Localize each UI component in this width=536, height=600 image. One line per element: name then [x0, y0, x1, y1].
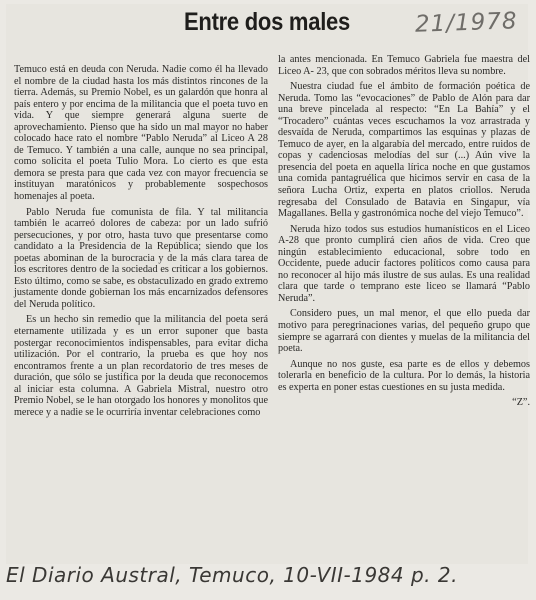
- handwritten-citation: El Diario Austral, Temuco, 10-VII-1984 p. 2.: [6, 563, 458, 587]
- archive-stamp: 21/1978: [415, 8, 519, 38]
- paragraph: Neruda hizo todos sus estudios humanísticos en el Liceo A-28 que pronto cumplirá cien años de vida. Creo que ningún establecimiento educacional, sobre todo en Occidente, puede aducir factores políticos como causa para no reconocer al hijo más ilustre de sus aulas. Es una realidad clara que tarde o temprano este liceo se llamará “Pablo Neruda”.: [278, 223, 530, 304]
- paragraph: Nuestra ciudad fue el ámbito de formación poética de Neruda. Tomo las “evocaciones” de Pablo de Alón para dar una breve pincelada al respecto: “En La Bahía” y el “Trocadero” cuántas veces escuchamos la voz arrastrada y desvaída de Neruda, compartimos las esquinas y plazas de Temuco de ayer, en la algarabía del mercado, entre ruidos de copas y cadenciosas melodías del sur (...) Aún vive la presencia del poeta en aquella lírica noche en que gustamos una comida pantagruélica que hicimos servir en casa de la señora Lucha Ortiz, experta en platos criollos. Neruda regresaba del Consulado de Batavia en Singapur, vía Magallanes. Bella y gastronómica noche del viejo Temuco”.: [278, 81, 530, 220]
- author-signature: “Z”.: [512, 397, 530, 409]
- paragraph: la antes mencionada. En Temuco Gabriela fue maestra del Liceo A- 23, que con sobrados méritos lleva su nombre.: [278, 54, 530, 77]
- paragraph: Es un hecho sin remedio que la militancia del poeta será eternamente utilizada y es un error suponer que basta postergar reconocimientos indispensables, para evitar dicha utilización. Por el contrario, la prueba es que hoy nos encontramos frente a un plan recordatorio de tres meses de duración, que sólo se justifica por la deuda que reconocemos al iniciar esta columna. A Gabriela Mistral, nuestro otro Premio Nobel, se le han otorgado los honores y monolitos que merece y a nadie se le ocurriría inventar celebraciones como: [14, 314, 268, 418]
- article-headline: Entre dos males: [183, 8, 350, 36]
- newspaper-clipping: [6, 4, 528, 564]
- paragraph: Considero pues, un mal menor, el que ello pueda dar motivo para peregrinaciones varias, del pequeño grupo que siempre se agarrará con dientes y muelas de la militancia del poeta.: [278, 308, 530, 355]
- left-column: [14, 64, 268, 422]
- paragraph: Aunque no nos guste, esa parte es de ellos y debemos tolerarla en beneficio de la cultura. Por lo demás, la historia es experta en poner estas cuestiones en su justa medida.: [278, 358, 530, 393]
- right-column: [278, 54, 530, 413]
- paragraph: Pablo Neruda fue comunista de fila. Y tal militancia también le acarreó dolores de cabeza: por un lado sufrió persecuciones, y por otro, hasta tuvo que presentarse como candidato a la Presidencia de la República; siendo que los poetas abominan de la burocracia y de la más clara tarea de los escritores dentro de la sociedad es criticar a los gobiernos. Esto último, como se sabe, es obstaculizado en grado extremo justamente donde gobiernan los más encarnizados defensores del Neruda político.: [14, 206, 268, 310]
- paragraph: Temuco está en deuda con Neruda. Nadie como él ha llevado el nombre de la ciudad hasta los más distintos rincones de la tierra. Además, su Premio Nobel, es un galardón que honra al país entero y por encima de la militancia que el poeta tuvo en vida. Y que siempre generará alguna suerte de aprovechamiento. Pienso que ha sido un mal mayor no haber colocado hace rato el nombre “Pablo Neruda” al Liceo A 28 de Temuco. Y también a una calle, aunque no sea principal, como solicita el poeta Tulio Mora. Lo cierto es que esta demora se presta para que cada vez con mayor frecuencia se instituyan maratónicos y probablemente sospechosos homenajes al poeta.: [14, 64, 268, 203]
